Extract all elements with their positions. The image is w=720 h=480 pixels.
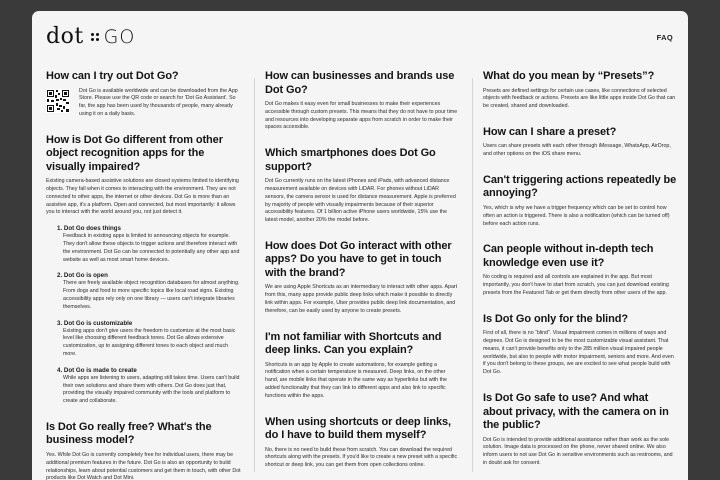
- faq-try-title: How can I try out Dot Go?: [46, 70, 179, 82]
- faq-different-body: Existing camera-based assistive solutions are closed systems limited to identifying objects. They fall when it comes to interacting with the environment. They are not connected to other apps, the internet or other devices. Dot Go is more than an assistive app, it's a platform. Open and connected, but most importantly: it allows you to interact with the world around you, not just detect it.: [46, 178, 239, 216]
- faq-phones-title: Which smartphones does Dot Go support?: [265, 147, 436, 173]
- list-item: [57, 320, 242, 359]
- list-item: [57, 272, 242, 311]
- list-item-title: 4. Dot Go is made to create: [57, 366, 137, 374]
- faq-business-body: Dot Go makes it easy even for small businesses to make their experiences accessible through custom presets. This means that they do not have to pour time and resources into developing separate apps from scratch in order to make their spaces accessible.: [265, 101, 458, 131]
- faq-free-section: [46, 421, 242, 480]
- faq-shortcuts-title: I'm not familiar with Shortcuts and deep links. Can you explain?: [265, 330, 442, 357]
- list-item-body: Existing apps don't give users the freedom to customize at the most basic level like choosing different feedback tones. Dot Go allows extensive customization, up to assigning different tones to each object and much more.: [63, 327, 236, 357]
- column-divider: [472, 78, 473, 472]
- faq-annoying-section: [483, 174, 677, 228]
- logo-text-go: GO: [103, 25, 136, 48]
- faq-presets-body: Presets are defined settings for certain use cases, like connections of selected objects with feedback or actions. Presets are like little apps inside Dot Go that can be created, shared and downloaded.: [483, 87, 676, 110]
- faq-annoying-body: Yes, which is why we have a trigger frequency which can be set to control how often an action is triggered. There is also a notification (which can be turned off) before each action runs.: [483, 204, 670, 227]
- faq-different-title: How is Dot Go different from other object recognition apps for the visually impaired?: [46, 133, 223, 173]
- faq-share-section: [483, 126, 677, 159]
- faq-safe-title: Is Dot Go safe to use? And what about privacy, with the camera on in the public?: [483, 392, 669, 432]
- faq-try-section: [46, 70, 242, 119]
- faq-build-body: No, there is no need to build these from scratch. You can download the required shortcuts along with the presets. If you'd like to create a new preset with a specific shortcut or deep link, you can get them from open collections online.: [265, 446, 458, 469]
- faq-tech-section: [483, 243, 677, 297]
- faq-interact-title: How does Dot Go interact with other apps? Do you have to get in touch with the brand?: [265, 239, 452, 279]
- column-2: [265, 70, 459, 480]
- logo-text-dot: dot: [46, 24, 84, 49]
- faq-interact-section: [265, 240, 459, 316]
- list-item-title: 1. Dot Go does things: [57, 225, 121, 233]
- list-item-body: While apps are listening to users, adapting still takes time. Users can't build their own solutions and share them with others. Dot Go does just that, providing the visually impaired community with the tools and platform to create and collaborate.: [63, 374, 240, 405]
- faq-different-section: [46, 134, 242, 406]
- faq-business-section: [265, 70, 459, 132]
- faq-interact-body: We are using Apple Shortcuts as an intermediary to interact with other apps. Apart from this, many apps provide public deep links which make it possible to directly link within apps. For example, Uber provides public deep link documentation, and therefore, can be easily used by anyone to create presets.: [265, 284, 458, 314]
- dot-go-logo[interactable]: [46, 26, 135, 48]
- list-item-title: 3. Dot Go is customizable: [57, 319, 133, 327]
- faq-safe-body: Dot Go is intended to provide additional assistance rather than work as the sole solution. Image data is processed on the phone, never shared online. We also inform users to not use Dot Go in sensitive environments such as restrooms, and in doubt ask for consent.: [483, 436, 673, 466]
- column-3: [483, 70, 677, 480]
- faq-blind-section: [483, 313, 677, 377]
- faq-build-title: When using shortcuts or deep links, do I have to build them myself?: [265, 415, 451, 442]
- faq-phones-body: Dot Go currently runs on the latest iPhones and iPads, with advanced distance measurement available on devices with LiDAR. For phones without LiDAR sensors, the camera sensor is used for distance measurement. Apple is preferred by majority of people with visually impairments because of their superior accessibility features. Of 1 billion active iPhone users worldwide, 15% use the latest model, another 20% the model before.: [265, 178, 456, 224]
- faq-safe-section: [483, 392, 677, 468]
- list-item: [57, 367, 242, 406]
- faq-share-body: Users can share presets with each other through iMessage, WhatsApp, AirDrop, and other options on the iOS share menu.: [483, 143, 671, 158]
- faq-shortcuts-body: Shortcuts is an app by Apple to create automations, for example getting a notification when a certain temperature is measured. Deep links, on the other hand, are mobile links that operate in the same way as hyperlinks but with the added functionality that they can link to different apps and also link to specific functions within the apps.: [265, 361, 447, 399]
- faq-shortcuts-section: [265, 331, 459, 401]
- header: [32, 11, 688, 66]
- faq-presets-title: What do you mean by “Presets”?: [483, 70, 655, 82]
- feature-list: [46, 225, 242, 406]
- faq-presets-section: [483, 70, 677, 111]
- faq-annoying-title: Can't triggering actions repeatedly be annoying?: [483, 173, 677, 200]
- faq-blind-title: Is Dot Go only for the blind?: [483, 312, 628, 325]
- faq-share-title: How can I share a preset?: [483, 125, 617, 138]
- faq-tech-body: No coding is required and all controls are explained in the app. But most importantly, you don't have to start from scratch, you can just download existing presets from the Featured Tab or get them directly from other users of the app.: [483, 274, 669, 296]
- logo-dots-icon: [91, 33, 99, 41]
- faq-free-body: Yes. While Dot Go is currently completely free for individual users, there may be additional premium features in the future. Dot Go is also an opportunity to build relationships, learn about potential customers and get them in touch, with other Dot products like Dot Watch and Dot Mini.: [46, 451, 241, 480]
- column-1: [46, 70, 242, 480]
- qr-code-icon[interactable]: [46, 89, 70, 113]
- page: [32, 11, 688, 480]
- faq-try-body: Dot Go is available worldwide and can be downloaded from the App Store. Please use the QR code or search for 'Dot Go Assistant'. So far, the app has been used by thousands of people, many already using it on a daily basis.: [79, 87, 238, 117]
- faq-blind-body: First of all, there is no “blind”. Visual impairment comes in millions of ways and degrees. Dot Go is designed to be the most customizable visual assistant. That means, it can't provide benefits only to the 285 million visual impaired people worldwide, but also to people with motor impairment, seniors and more. And even if you don't belong to these groups, we are excited to see what people build with Dot Go.: [483, 330, 674, 376]
- column-divider: [254, 78, 255, 472]
- list-item-title: 2. Dot Go is open: [57, 272, 108, 280]
- faq-link[interactable]: FAQ: [656, 33, 673, 42]
- list-item-body: Feedback in existing apps is limited to announcing objects for example. They don't allow these objects to trigger actions and therefore interact with the environment. Dot Go can be connected to potentially any other app and website as well as most smart home devices.: [63, 233, 240, 263]
- faq-business-title: How can businesses and brands use Dot Go?: [265, 70, 455, 96]
- list-item: [57, 225, 242, 264]
- list-item-body: There are freely available object recognition databases for almost anything. From dogs and food to more specific topics like local road signs. Existing accessibility apps rely only on one library — users can't integrate libraries themselves.: [63, 280, 240, 310]
- faq-free-title: Is Dot Go really free? What's the business model?: [46, 420, 212, 447]
- faq-tech-title: Can people without in-depth tech knowledge even use it?: [483, 243, 654, 269]
- faq-phones-section: [265, 147, 459, 225]
- faq-build-section: [265, 416, 459, 470]
